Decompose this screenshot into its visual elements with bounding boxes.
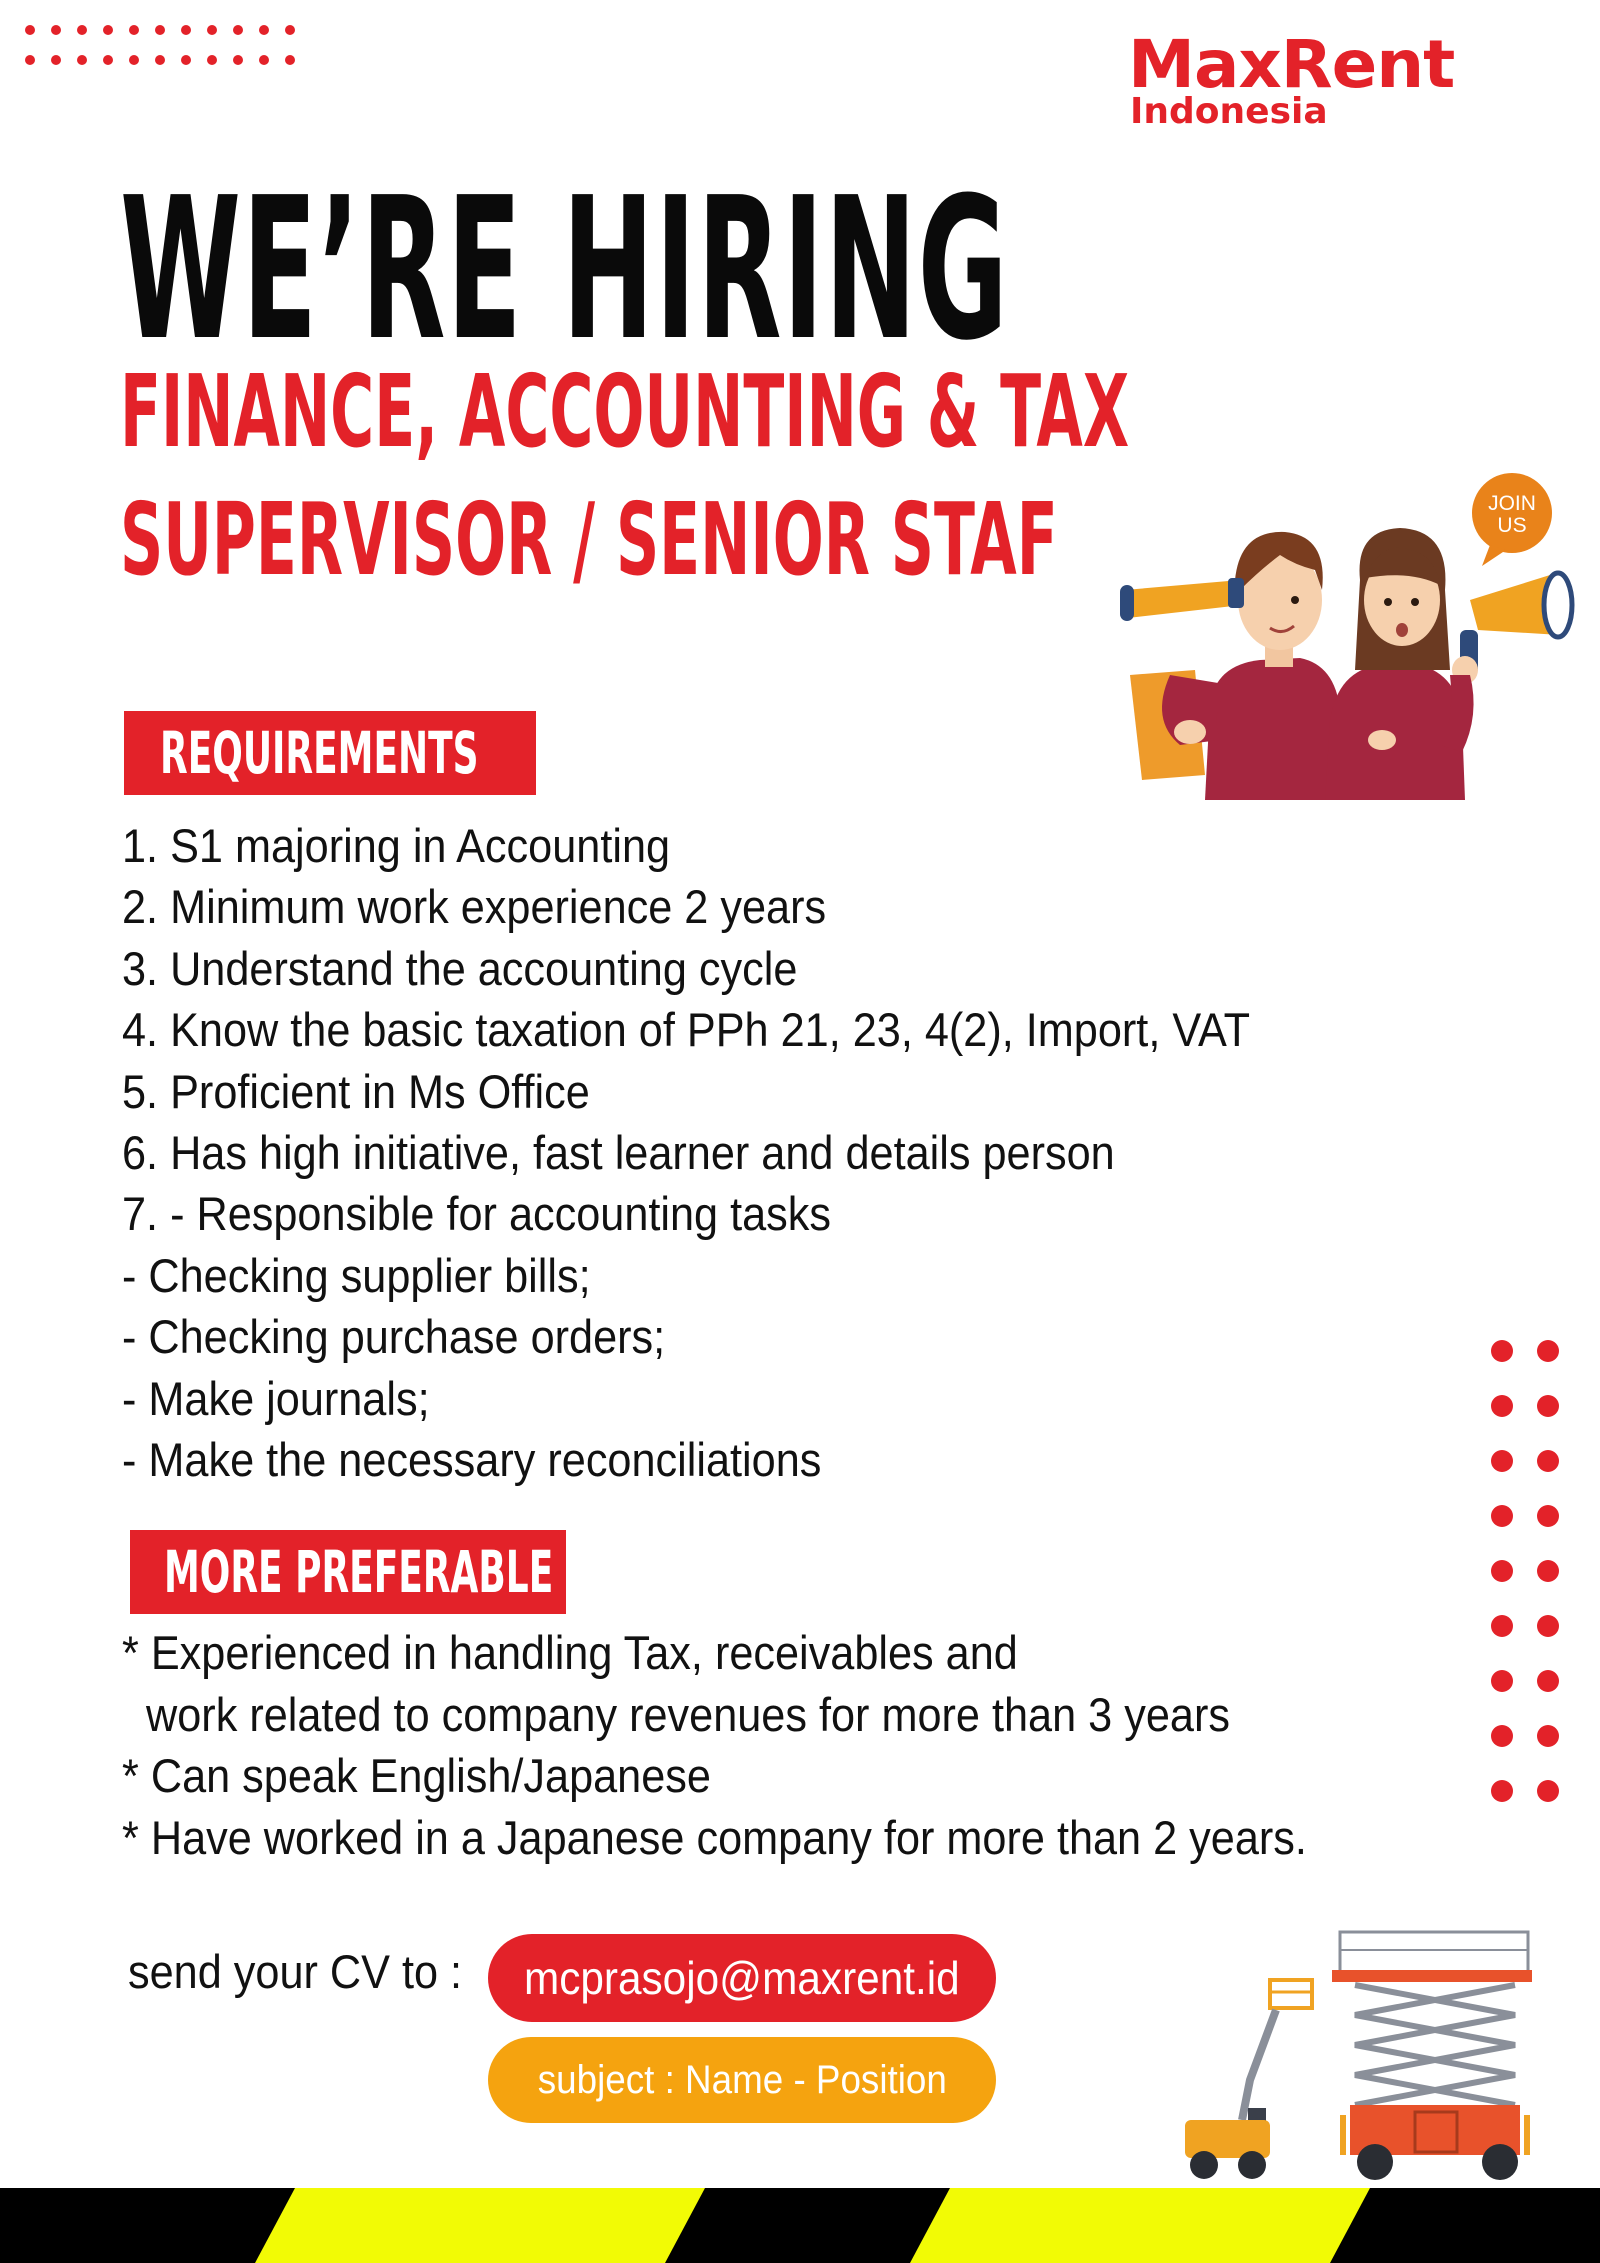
requirement-item: 7. - Responsible for accounting tasks [122, 1187, 832, 1241]
equipment-illustration [1180, 1930, 1580, 2190]
requirements-heading [124, 711, 536, 795]
requirements-list [122, 815, 1348, 1490]
requirement-item: 3. Understand the accounting cycle [122, 941, 798, 995]
decorative-dot-grid-top [22, 20, 302, 70]
requirement-item: 5. Proficient in Ms Office [122, 1064, 590, 1118]
position-title-line2: SUPERVISOR / SENIOR STAF [120, 481, 1058, 598]
preferable-title: MORE PREFERABLE [164, 1538, 554, 1606]
man-with-telescope [1120, 532, 1340, 800]
requirement-item: 6. Has high initiative, fast learner and details person [122, 1126, 1115, 1180]
requirement-subitem: - Checking purchase orders; [122, 1310, 666, 1364]
requirement-subitem: - Make the necessary reconciliations [122, 1433, 822, 1487]
logo-country: Indonesia [1130, 91, 1328, 132]
boom-lift-icon [1185, 1980, 1312, 2179]
position-title-line1: FINANCE, ACCOUNTING & TAX [120, 353, 1130, 470]
hazard-stripe-footer [0, 2188, 1600, 2263]
email-subject: subject : Name - Position [537, 2057, 947, 2102]
requirements-title: REQUIREMENTS [160, 719, 479, 787]
preferable-item: * Experienced in handling Tax, receivables and [122, 1626, 1018, 1679]
recruiters-illustration [1110, 470, 1580, 800]
join-us-line2: US [1497, 514, 1527, 537]
requirement-item: 4. Know the basic taxation of PPh 21, 23, 4(2), Import, VAT [122, 1003, 1251, 1057]
requirement-subitem: - Make journals; [122, 1371, 430, 1425]
maxrent-logo [1128, 26, 1568, 132]
logo-brand-name: MaxRent [1128, 26, 1455, 103]
requirement-subitem: - Checking supplier bills; [122, 1248, 591, 1302]
send-cv-label: send your CV to : [128, 1945, 463, 1998]
decorative-dot-grid-right [1484, 1333, 1564, 1813]
preferable-list [122, 1622, 1410, 1868]
requirement-item: 2. Minimum work experience 2 years [122, 880, 827, 934]
join-us-bubble [1472, 473, 1552, 566]
email-address: mcprasojo@maxrent.id [524, 1952, 960, 2004]
headline: WE’RE HIRING [120, 156, 1009, 384]
join-us-line1: JOIN [1488, 492, 1536, 515]
requirement-item: 1. S1 majoring in Accounting [122, 819, 671, 872]
woman-with-megaphone [1325, 528, 1572, 800]
preferable-heading [130, 1530, 566, 1614]
email-link[interactable] [488, 1934, 996, 2022]
preferable-item: * Can speak English/Japanese [122, 1749, 711, 1802]
preferable-item: * Have worked in a Japanese company for more than 2 years. [122, 1810, 1307, 1864]
scissor-lift-icon [1332, 1932, 1532, 2180]
preferable-item: work related to company revenues for more than 3 years [122, 1687, 1230, 1741]
email-subject-badge [488, 2037, 996, 2123]
